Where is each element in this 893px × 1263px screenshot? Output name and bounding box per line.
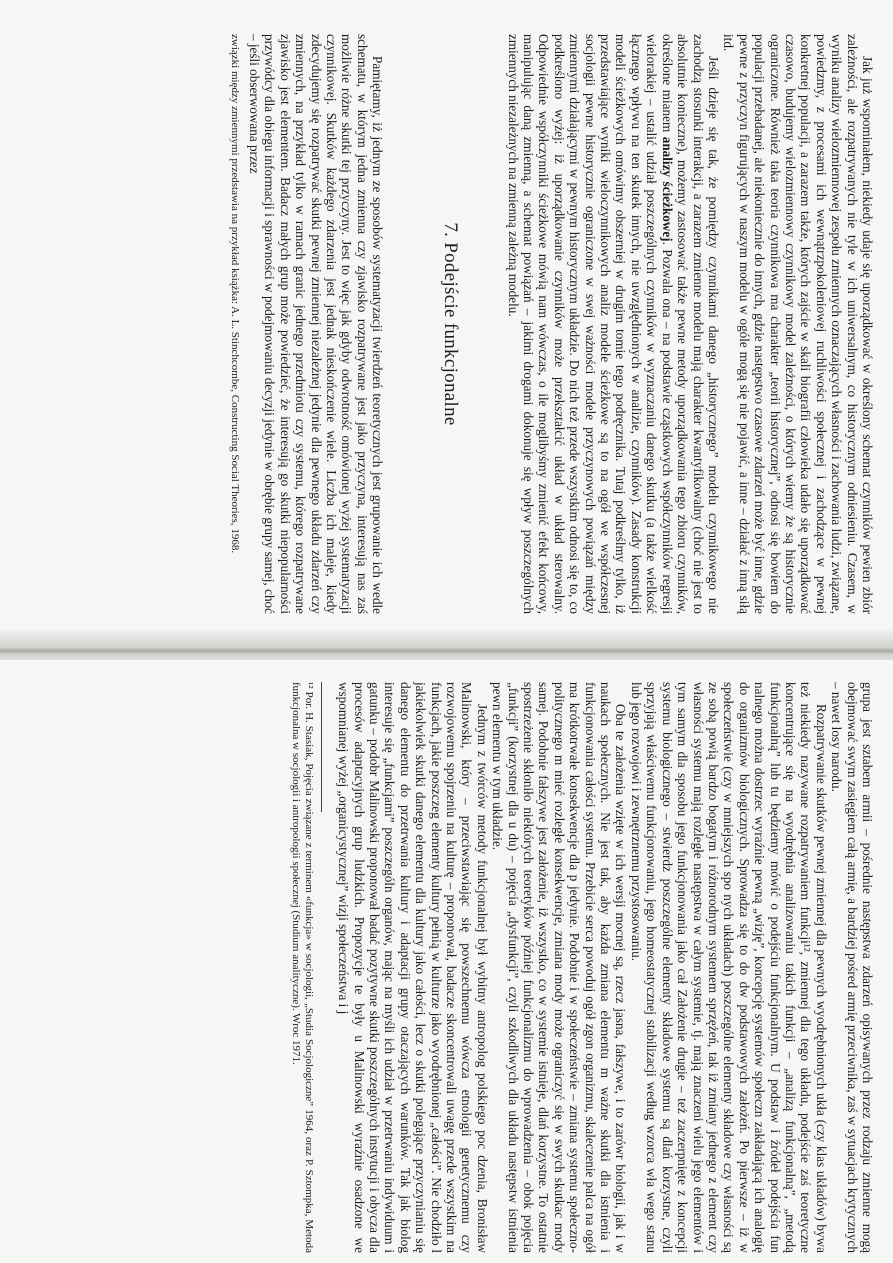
paragraph-path-analysis	[505, 34, 721, 614]
paragraph-factor-models: Jak już wspominałem, niekiedy udaje się uporządkować w określony schemat czynników pewien zbiór zależności, ale rozpatrywanych nie tyle w ich uniwersalnym, co historycznym odniesieniu. Czasem, w wyniku analizy wielozmiennowej zespołu zmiennych oznaczających własności i zachowania ludzi, związane, powiedzmy, z procesami ich wewnątrzpokoleniowej ruchliwości społecznej i zachodzące w pewnej konkretnej populacji, a zarazem także, których zajście w skali biografii człowieka udało się uporządkować czasowo, budujemy wielozmiennowy czynnikowy model zależności, o których wiemy że są historycznie ograniczone. Również taka teoria czynnikowa ma charakter „teorii historycznej”, odnosi się bowiem do populacji przebadanej, ale niekoniecznie do innych, gdzie następstwo czasowe zdarzeń może być inne, gdzie pewne z przyczyn figurujących w naszym modelu w ogóle mogą się nie pojawić, a inne – działać z inną siłą itd.	[721, 34, 875, 614]
paragraph-continued: grupa jest sztabem armii – pośrednie następstwa zdarzeń opisywanych przez rodzaju zmienne mogą obejmować swym zasięgiem całą armię, a bardziej pośred armię przeciwnika, zaś w sytuacjach krytycznych – nawet losy narodu.	[829, 682, 875, 1253]
paragraph-functional-intro: Pamiętamy, iż jednym ze sposobów systematyzacji twierdzeń teoretycznych jest grupowanie ich wedle schematu, w którym jedna zmienna czy zjawisko rozpatrywane jest jako przyczyna, interesują nas zaś możliwie różne skutki tej przyczyny. Jest to więc jak gdyby odwrotność omówionej wyżej systematyzacji czynnikowej. Skutków każdego zdarzenia jest jednak nieskończenie wiele. Liczba ich maleje, kiedy zdecydujemy się rozpatrywać skutki pewnej zmiennej niezależnej jedynie dla pewnego układu zdarzeń czy zmiennych, na przykład tylko w ramach granic jednego przedmiotu czy systemu, którego rozpatrywane zjawisko jest elementem. Badacz małych grup może powiedzieć, że interesują go skutki niepopularności przywódcy dla obiegu informacji i sprawności w podejmowaniu decyzji jedynie w obrębie grupy samej, choć – jeśli obserwowana przez	[247, 34, 386, 614]
paragraph-assumptions-false: Oba te założenia wzięte w ich wersji mocnej są, rzecz jasna, fałszywe, i to zarówr biologii, jak i w naukach społecznych. Nie jest tak, aby każda zmiana elementu m ważne skutki dla istnienia i funkcjonowania całości systemu. Przebicie serca powoduj ogół zgon organizmu, skaleczenie palca na ogół ma krótkotrwałe konsekwencje dla p jedynie. Podobnie i w społeczeństwie – zmiana systemu społeczno-politycznego m mieć rozległe konsekwencje, zmiana mody może ograniczyć się w swych skutkac mody samej. Podobnie fałszywe jest założenie, iż wszystko, co w systemie istnieje, dlań korzystne. To ostatnie spostrzeżenie skłoniło niektórych teoretyków później funkcjonalizmu do wprowadzenia – obok pojęcia „funkcji” (korzystnej dla u du) – pojęcia „dysfunkcji”, czyli szkodliwych dla układu następstw istnienia pewn elementu w tym układzie.	[490, 682, 629, 1253]
footnote-left: związki między zmiennymi przedstawia na przykład książka: A. L. Stinchcombe, Constructing Social Theories, 1968.	[228, 34, 241, 554]
paragraph-malinowski: Jednym z twórców metody funkcjonalnej był wybitny antropolog polskiego poc dzenia, Bronisław Malinowski, który – przeciwstawiając się powszechnemu wówcza etnologii genetycznemu czy rozwojowemu spojrzeniu na kulturę – proponował, badacze skoncentrowali uwagę przede wszystkim na funkcjach, jakie poszczeg elementy kultury pełnią w kulturze jako wyodrębnionej „całości”. Nie chodziło l jakiekolwiek skutki danego elementu dla kultury jako całości, lecz o skutki polegające przyczynianiu się danego elementu do przetrwania kultury i adaptacji grupy otaczających warunków. Tak jak biolog interesuje się „funkcjami” poszczególn organów, mając na myśli ich udział w przetrwaniu indywiduum i gatunku – podobr Malinowski proponował badać pozytywne skutki poszczególnych instytucji i obycza dla procesów adaptacyjnych grup ludzkich. Propozycje te były u Malinowski wyraźnie osadzone we wspomnianej wyżej „organicystycznej” wizji społeczeństwa i j	[336, 682, 490, 1253]
paragraph-path-analysis-part-1: Jeśli dzieje się tak, że pomiędzy czynnikami danego „historycznego” modelu czynnikowego nie zachodzą stosunki interakcji, a zarazem zmienne modelu mają charakter kwantyfikowalny (choć nie jest to absolutnie konieczne), możemy zastosować także pewne metody uporządkowania tego zbioru czynników, określone mianem	[659, 34, 721, 614]
paragraph-path-analysis-part-2: . Pozwala ona – na podstawie cząstkowych współczynników regresji wielorakiej – ustalić udział poszczególnych czynników w wyznaczaniu danego skutku (a także wielkość łącznego wpływu na ten skutek innych, nie uwzględnionych w analizie, czynników). Zasady konstrukcji modeli ścieżkowych omówimy obszerniej w drugim tomie tego podręcznika. Tutaj podkreślmy tylko, iż przedstawiające wyniki wieloczynnikowych analiz modele ścieżkowe są to na ogół we współczesnej socjologii pewne historycznie ograniczone w swej ważności modele przyczynowych powiązań między zmiennymi działającymi w pewnym historycznym układzie. Do nich też przede wszystkim odnosi się to, co podkreślono wyżej: iż uporządkowanie czynników może przekształcić układ w układ sterowalny. Odpowiednie współczynniki ścieżkowe mówią nam wówczas, o ile moglibyśmy zmienić efekt końcowy, manipulując daną zmienną, a schemat powiązań – jakimi drogami dokonuje się wpływ poszczególnych zmiennych niezależnych na zmienną zależną modelu.	[505, 34, 675, 615]
right-page	[0, 660, 893, 1263]
footnote-12: ¹² Por. H. Stasiak, Pojęcia związane z terminem «funkcja» w socjologii, „Studia Socjologiczne” 1964, oraz P. Sztompka, Metoda funkcjonalna w socjologii i antropologii społecznej (Studium analityczne). Wroc 1971.	[289, 682, 315, 1253]
section-heading: 7. Podejście funkcjonalne	[440, 222, 462, 426]
footnote-divider	[321, 682, 322, 812]
paragraph-functions: Rozpatrywanie skutków pewnej zmiennej dla pewnych wyodrębnionych ukła (czy klas układów) bywa też niekiedy nazywane rozpatrywaniem funkcji¹², zmiennej dla tego układu, podejście zaś teoretyczne koncentrujące się na wyodrębnia analizowaniu takich funkcji – „analizą funkcjonalną”, „metodą funkcjonalną” lub tu będziemy mówić o podejściu funkcjonalnym. U podstaw i źródeł podejścia fun nalnego można dostrzec wyraźnie pewną „wizję”, koncepcję systemów społeczn zakładającą ich analogię do organizmów biologicznych. Sprowadza się to do dw podstawowych założeń. Po pierwsze – iż w społeczeństwie (czy w mniejszych spo nych układach) poszczególne elementy składowe czy własności są ze sobą powią bardzo bogatym i różnorodnym systemem sprzężeń, tak iż zmiany jednego z element czy własności systemu mają rozległe następstwa w całym systemie, tj. mają znaczeni wielu jego elementów i tym samym dla sposobu jego funkcjonowania jako cał Założenie drugie – też zaczerpnięte z koncepcji systemu biologicznego – stwierdz poszczególne elementy składowe systemu są dlań korzystne, czyli sprzyjają właściwemu funkcjonowaniu, jego homeostatycznej stabilizacji według wzorca wła wego stanu lub jego rozwojowi i zewnętrznemu przystosowaniu.	[628, 682, 829, 1253]
term-path-analysis: analizy ścieżkowej	[659, 136, 675, 242]
